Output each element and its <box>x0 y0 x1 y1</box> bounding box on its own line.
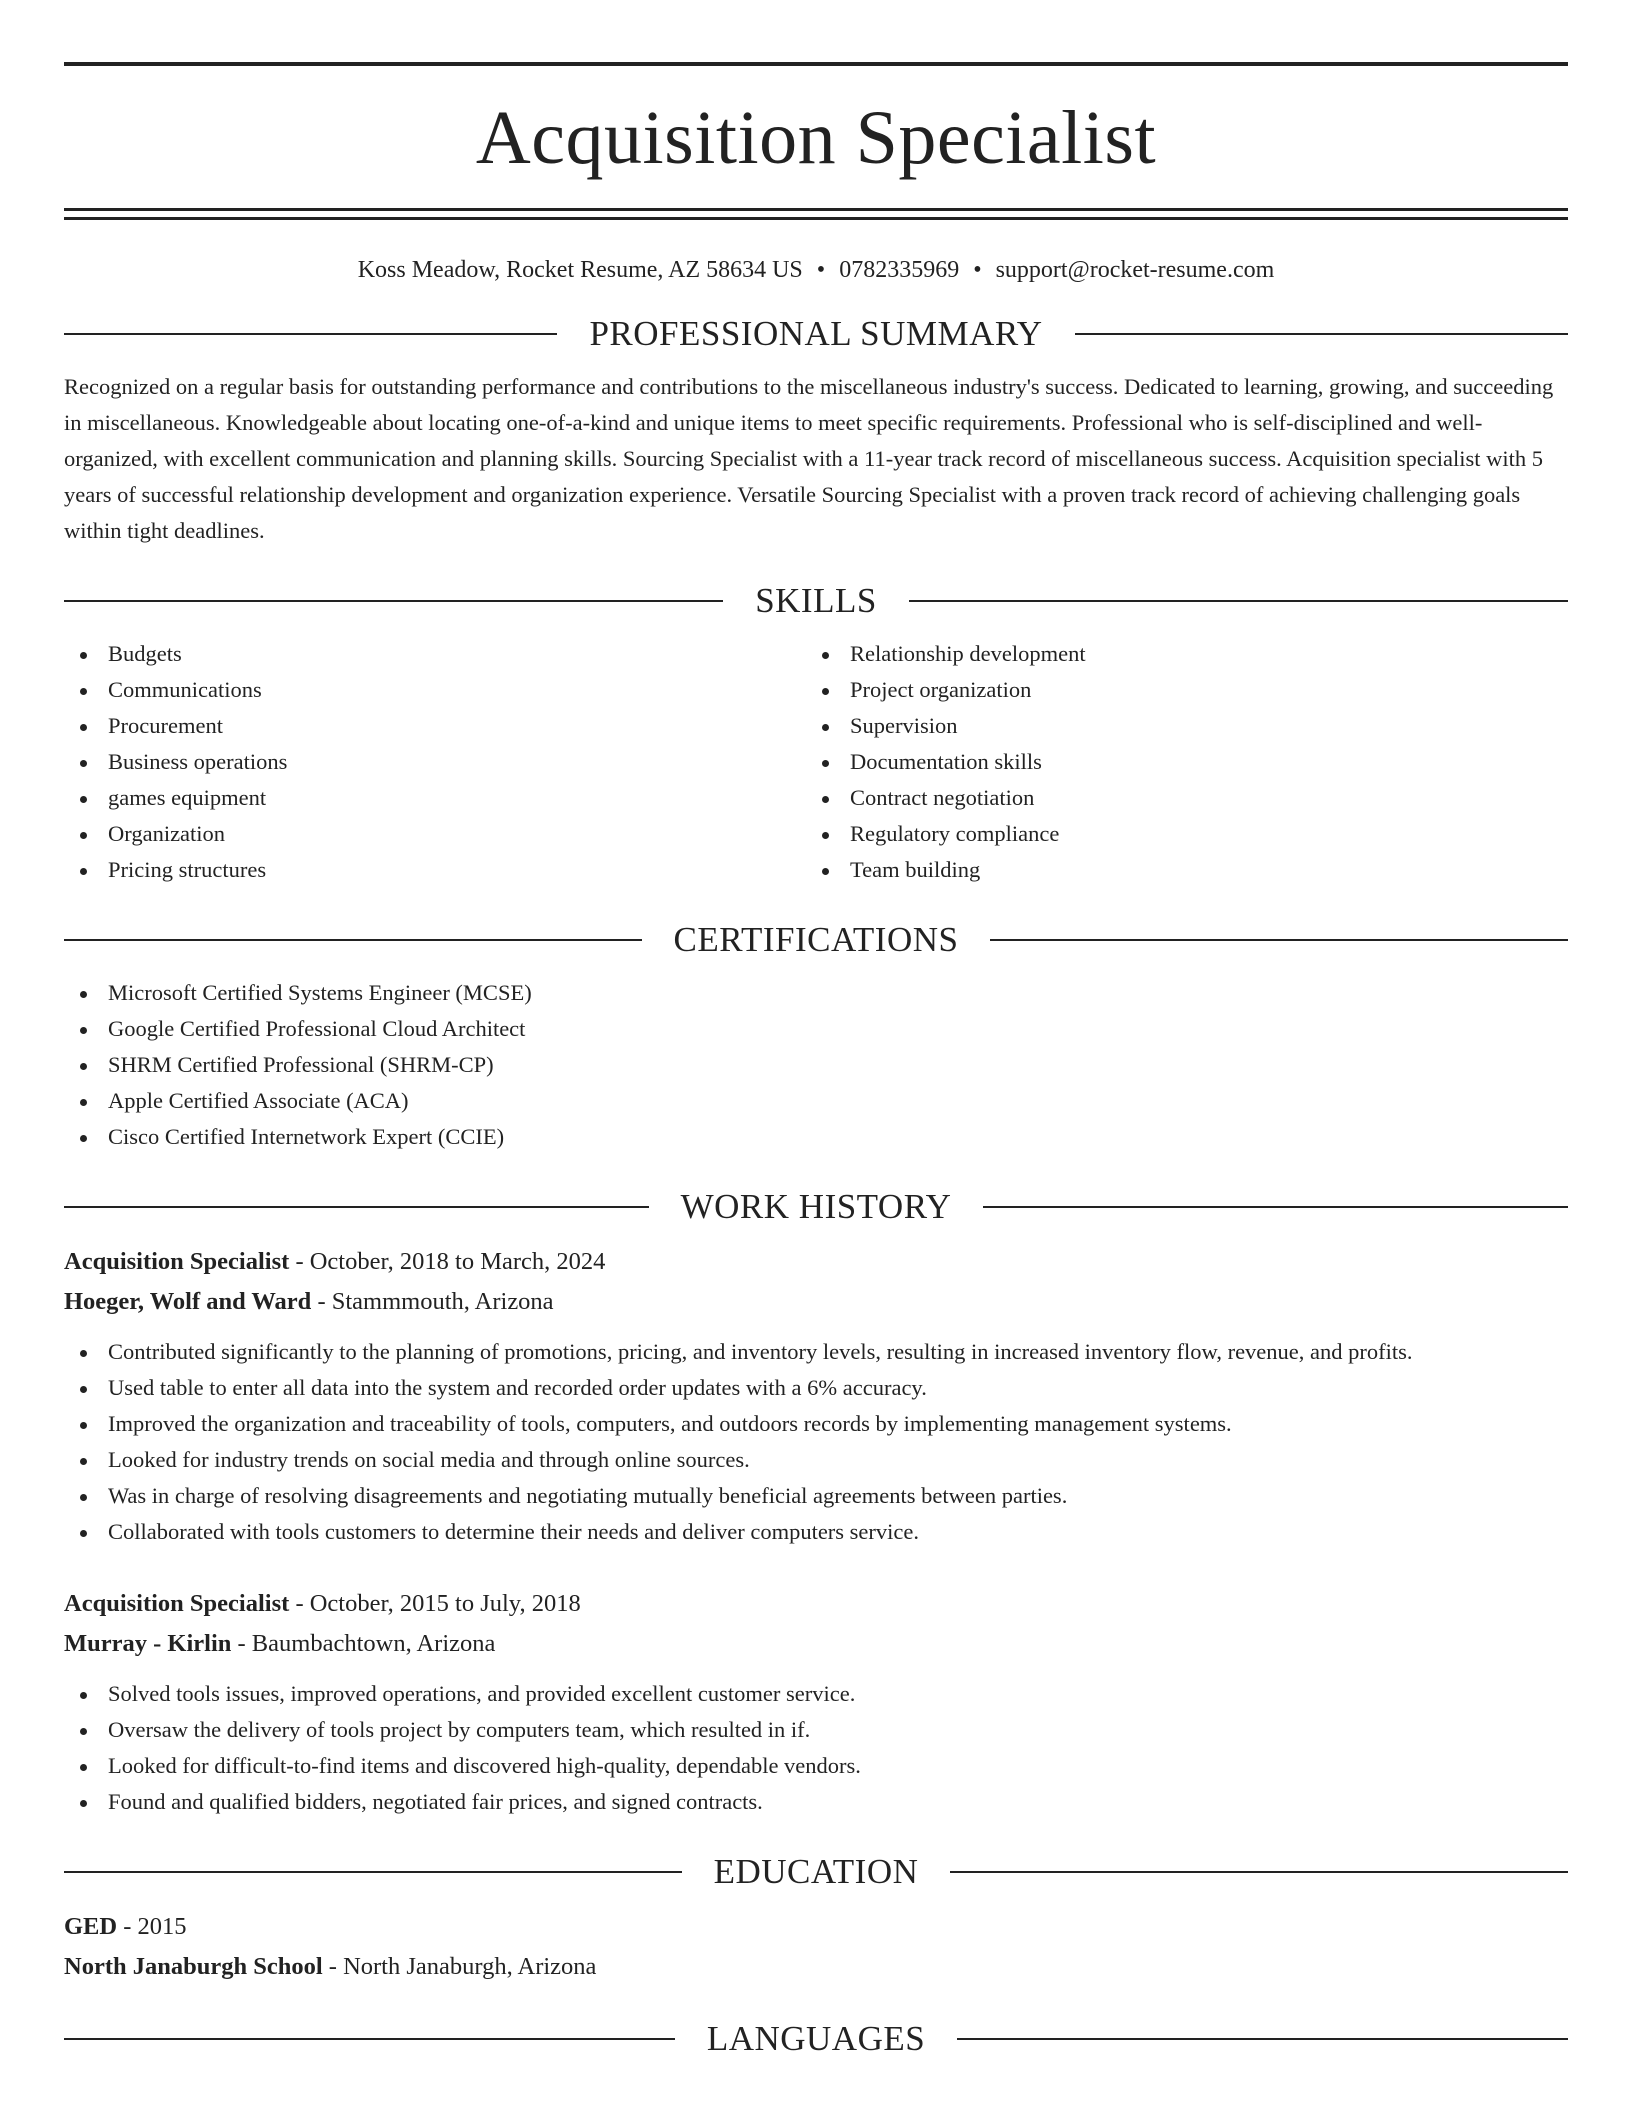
resume-page <box>64 0 1568 2056</box>
heading-rule <box>64 1871 682 1873</box>
skill-item: Budgets <box>64 636 806 672</box>
job-title: Acquisition Specialist <box>64 1248 290 1275</box>
job-dates: - October, 2015 to July, 2018 <box>289 1590 581 1617</box>
section-title: EDUCATION <box>713 1852 919 1891</box>
contact-phone: 0782335969 <box>839 257 960 283</box>
heading-rule <box>957 2038 1568 2040</box>
section-title: CERTIFICATIONS <box>673 920 959 959</box>
skill-item: Regulatory compliance <box>806 816 1548 852</box>
job-location: - Baumbachtown, Arizona <box>231 1630 496 1657</box>
education-year: - 2015 <box>117 1913 187 1940</box>
summary-text: Recognized on a regular basis for outstanding performance and contributions to the miscellaneous industry's success. Dedicated to learning, growing, and succeeding in miscellaneous. Knowledgeable about locating one-of-a-kind and unique items to meet specific requirements. Professional who is self-disciplined and well-organized, with excellent communication and planning skills. Sourcing Specialist with a 11-year track record of miscellaneous success. Acquisition specialist with 5 years of successful relationship development and organization experience. Versatile Sourcing Specialist with a proven track record of achieving challenging goals within tight deadlines. <box>64 374 1554 543</box>
skill-item: Organization <box>64 816 806 852</box>
education-school: North Janaburgh School <box>64 1953 323 1980</box>
skill-item: Relationship development <box>806 636 1548 672</box>
section-heading-summary <box>64 316 1568 351</box>
certification-item: Apple Certified Associate (ACA) <box>64 1083 1568 1119</box>
section-title: WORK HISTORY <box>680 1187 952 1226</box>
skills-list-right <box>806 636 1548 888</box>
contact-address: Koss Meadow, Rocket Resume, AZ 58634 US <box>357 257 803 283</box>
heading-rule <box>64 939 642 941</box>
job-company: Murray - Kirlin <box>64 1630 232 1657</box>
resume-name: Acquisition Specialist <box>475 96 1157 180</box>
heading-rule <box>990 939 1568 941</box>
job-location: - Stammmouth, Arizona <box>311 1288 554 1315</box>
skill-item: Communications <box>64 672 806 708</box>
contact-separator: • <box>816 257 826 283</box>
job-company-line <box>64 1624 1568 1664</box>
heading-rule <box>950 1871 1568 1873</box>
heading-rule <box>983 1206 1568 1208</box>
section-heading-certifications <box>64 922 1568 957</box>
skill-item: games equipment <box>64 780 806 816</box>
section-title: LANGUAGES <box>706 2019 926 2058</box>
education-degree: GED <box>64 1913 118 1940</box>
section-heading-education <box>64 1854 1568 1889</box>
education-degree-line <box>64 1907 1568 1947</box>
section-heading-skills <box>64 583 1568 618</box>
job-duty: Collaborated with tools customers to determine their needs and deliver computers service. <box>64 1514 1568 1550</box>
job-entry <box>64 1242 1568 1550</box>
heading-rule <box>64 333 557 335</box>
job-title-line <box>64 1584 1568 1624</box>
job-entry <box>64 1584 1568 1820</box>
heading-rule <box>64 600 723 602</box>
skill-item: Procurement <box>64 708 806 744</box>
contact-line <box>64 258 1568 282</box>
skill-item: Documentation skills <box>806 744 1548 780</box>
section-title: SKILLS <box>755 581 877 620</box>
heading-rule <box>64 1206 649 1208</box>
heading-rule <box>909 600 1568 602</box>
certification-item: Google Certified Professional Cloud Architect <box>64 1011 1568 1047</box>
job-company: Hoeger, Wolf and Ward <box>64 1288 312 1315</box>
heading-rule <box>64 2038 675 2040</box>
education-school-line <box>64 1947 1568 1987</box>
job-duty: Looked for difficult-to-find items and discovered high-quality, dependable vendors. <box>64 1748 1568 1784</box>
job-duty: Found and qualified bidders, negotiated fair prices, and signed contracts. <box>64 1784 1568 1820</box>
skill-item: Team building <box>806 852 1548 888</box>
skills-list-left <box>64 636 806 888</box>
job-duty: Used table to enter all data into the system and recorded order updates with a 6% accuracy. <box>64 1370 1568 1406</box>
section-heading-work-history <box>64 1189 1568 1224</box>
education-entry <box>64 1907 1568 1987</box>
certification-item: Cisco Certified Internetwork Expert (CCIE) <box>64 1119 1568 1155</box>
contact-email: support@rocket-resume.com <box>995 257 1275 283</box>
job-duties-list <box>64 1676 1568 1820</box>
education-location: - North Janaburgh, Arizona <box>322 1953 597 1980</box>
skill-item: Business operations <box>64 744 806 780</box>
job-duty: Solved tools issues, improved operations, and provided excellent customer service. <box>64 1676 1568 1712</box>
job-title-line <box>64 1242 1568 1282</box>
job-company-line <box>64 1282 1568 1322</box>
job-dates: - October, 2018 to March, 2024 <box>289 1248 606 1275</box>
job-duty: Contributed significantly to the planning of promotions, pricing, and inventory levels, resulting in increased inventory flow, revenue, and profits. <box>64 1334 1568 1370</box>
job-duty: Oversaw the delivery of tools project by computers team, which resulted in if. <box>64 1712 1568 1748</box>
certifications-list <box>64 975 1568 1155</box>
certification-item: Microsoft Certified Systems Engineer (MCSE) <box>64 975 1568 1011</box>
job-duty: Looked for industry trends on social media and through online sources. <box>64 1442 1568 1478</box>
heading-rule <box>1075 333 1568 335</box>
header-top-rule <box>64 62 1568 66</box>
job-duty: Improved the organization and traceability of tools, computers, and outdoors records by implementing management systems. <box>64 1406 1568 1442</box>
section-title: PROFESSIONAL SUMMARY <box>589 314 1043 353</box>
contact-separator: • <box>973 257 982 283</box>
certification-item: SHRM Certified Professional (SHRM-CP) <box>64 1047 1568 1083</box>
skills-grid <box>64 636 1568 888</box>
job-title: Acquisition Specialist <box>64 1590 290 1617</box>
skill-item: Contract negotiation <box>806 780 1548 816</box>
header-double-rule <box>64 208 1568 220</box>
skill-item: Pricing structures <box>64 852 806 888</box>
skill-item: Project organization <box>806 672 1548 708</box>
skill-item: Supervision <box>806 708 1548 744</box>
job-duties-list <box>64 1334 1568 1550</box>
section-heading-languages <box>64 2021 1568 2056</box>
job-duty: Was in charge of resolving disagreements and negotiating mutually beneficial agreements between parties. <box>64 1478 1568 1514</box>
